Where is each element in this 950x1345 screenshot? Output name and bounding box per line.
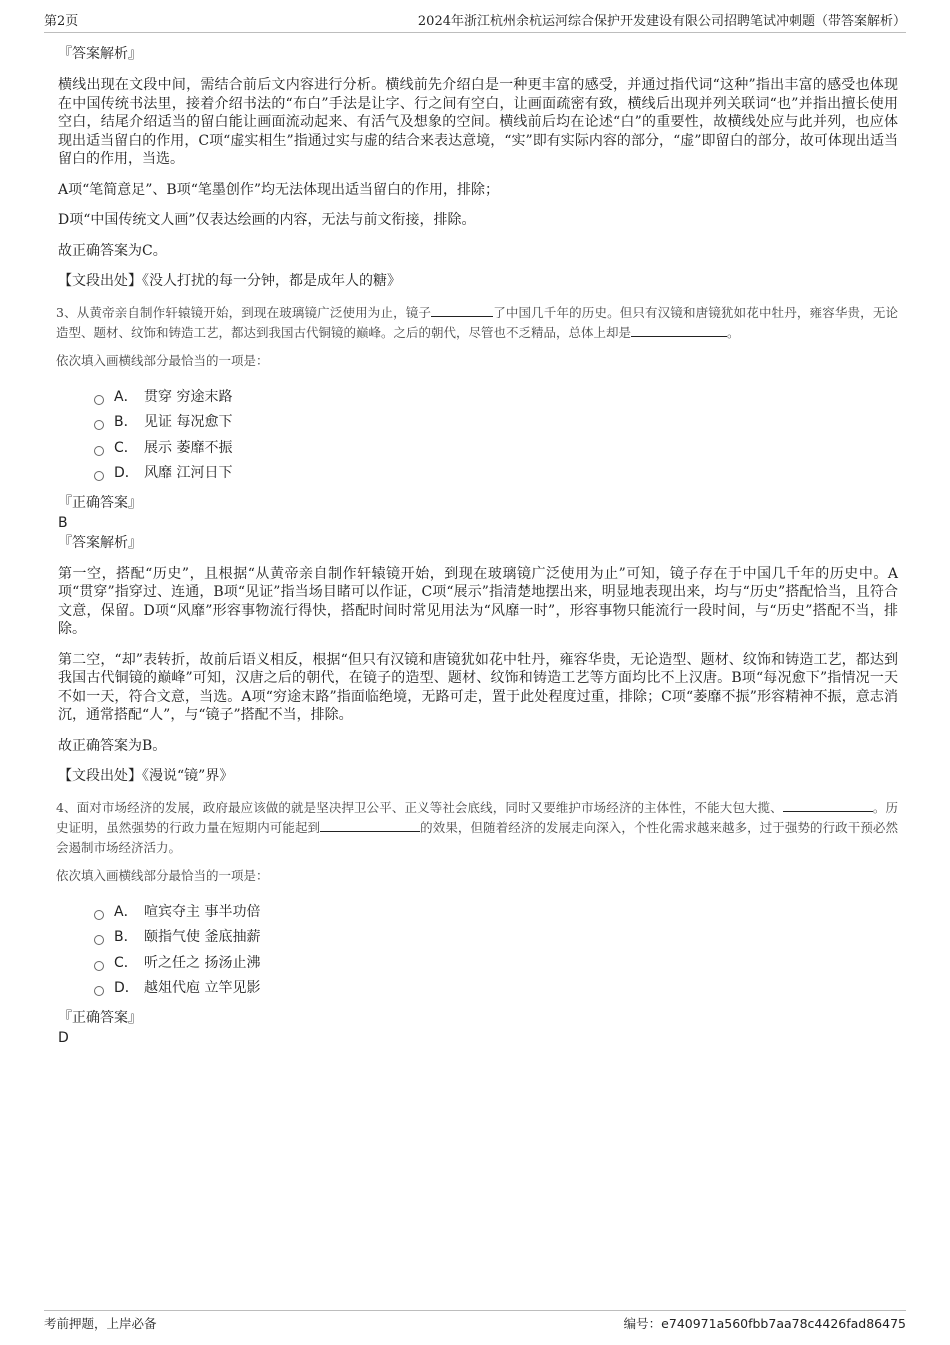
analysis-label: 『答案解析』 (58, 46, 142, 62)
page-header (44, 12, 906, 33)
radio-icon[interactable] (94, 446, 104, 456)
radio-icon[interactable] (94, 935, 104, 945)
correct-answer-label: 『正确答案』 (58, 1009, 142, 1026)
option-a[interactable]: A． 喧宾夺主 事半功倍 (94, 900, 898, 926)
analysis-paragraph: A项“笔简意足”、B项“笔墨创作”均无法体现出适当留白的作用，排除； (58, 181, 500, 198)
answer-blank (631, 324, 727, 337)
radio-icon[interactable] (94, 986, 104, 996)
analysis-conclusion: 故正确答案为B。 (58, 737, 167, 754)
radio-icon[interactable] (94, 961, 104, 971)
radio-icon[interactable] (94, 395, 104, 405)
option-c[interactable]: C． 听之任之 扬汤止沸 (94, 951, 898, 977)
answer-blank (783, 799, 873, 812)
question-4-text: 4、面对市场经济的发展，政府最应该做的就是坚决捍卫公平、正义等社会底线，同时又要维护市场经济的主体性，不能大包大揽、 。历史证明，虽然强势的行政力量在短期内可能起到 的效果，但随着经济的发展走向深入，个性化需求越来越多，过于强势的行政干预必然会遏制市场经济活力。 (56, 799, 898, 855)
option-c[interactable]: C． 展示 萎靡不振 (94, 436, 898, 462)
document-body (56, 44, 898, 1048)
source-citation: 【文段出处】《漫说“镜”界》 (58, 768, 234, 784)
radio-icon[interactable] (94, 471, 104, 481)
page-number: 第2页 (44, 14, 79, 29)
document-title: 2024年浙江杭州余杭运河综合保护开发建设有限公司招聘笔试冲刺题（带答案解析） (417, 14, 906, 29)
option-d[interactable]: D． 越俎代庖 立竿见影 (94, 976, 898, 1002)
analysis-paragraph: 第一空，搭配“历史”，且根据“从黄帝亲自制作轩辕镜开始，到现在玻璃镜广泛使用为止”可知，镜子存在于中国几千年的历史中。A项“贯穿”指穿过、连通，B项“见证”指当场目睹可以作证，C项“展示”指清楚地摆出来，明显地表现出来，均与“历史”搭配恰当，且符合文意，保留。D项“风靡”形容事物流行得快，搭配时间时常见用法为“风靡一时”，形容事物只能流行一段时间，与“历史”搭配不当，排除。 (58, 565, 898, 637)
document-code: 编号：e740971a560fbb7aa78c4426fad86475 (623, 1316, 906, 1331)
question-instruction: 依次填入画横线部分最恰当的一项是： (56, 867, 269, 883)
page-footer (44, 1310, 906, 1333)
source-citation: 【文段出处】《没人打扰的每一分钟，都是成年人的糖》 (58, 273, 401, 289)
radio-icon[interactable] (94, 420, 104, 430)
option-a[interactable]: A． 贯穿 穷途末路 (94, 385, 898, 411)
analysis-paragraph: D项“中国传统文人画”仅表达绘画的内容，无法与前文衔接，排除。 (58, 212, 476, 228)
analysis-paragraph: 横线出现在文段中间，需结合前后文内容进行分析。横线前先介绍白是一种更丰富的感受，并通过指代词“这种”指出丰富的感受也体现在中国传统书法里，接着介绍书法的“布白”手法是让字、行之间有空白，让画面疏密有致，横线后出现并列关联词“也”并指出擅长使用空白，结尾介绍适当的留白能让画面流动起来、有活气及想象的空间。横线前后均在论述“白”的重要性，故横线处应与此并列，也应体现出适当留白的作用，C项“虚实相生”指通过实与虚的结合来表达意境，“实”即有实际内容的部分，“虚”即留白的部分，故可体现出适当留白的作用，当选。 (58, 77, 898, 167)
option-b[interactable]: B． 见证 每况愈下 (94, 410, 898, 436)
correct-answer-label: 『正确答案』 (58, 494, 142, 511)
answer-blank (431, 304, 493, 317)
question-3-text: 3、从黄帝亲自制作轩辕镜开始，到现在玻璃镜广泛使用为止，镜子 了中国几千年的历史。但只有汉镜和唐镜犹如花中牡丹，雍容华贵，无论造型、题材、纹饰和铸造工艺，都达到我国古代铜镜的巅峰。之后的朝代，尽管也不乏精品，总体上却是 。 (56, 304, 898, 340)
footer-slogan: 考前押题，上岸必备 (44, 1316, 157, 1331)
option-d[interactable]: D． 风靡 江河日下 (94, 461, 898, 487)
answer-blank (320, 819, 420, 832)
analysis-paragraph: 第二空，“却”表转折，故前后语义相反，根据“但只有汉镜和唐镜犹如花中牡丹，雍容华贵，无论造型、题材、纹饰和铸造工艺，都达到我国古代铜镜的巅峰”可知，汉唐之后的朝代，在镜子的造型、题材、纹饰和铸造工艺等方面均比不上汉唐。B项“每况愈下”指情况一天不如一天，符合文意，当选。A项“穷途末路”指面临绝境，无路可走，置于此处程度过重，排除；C项“萎靡不振”形容精神不振，意志消沉，通常搭配“人”，与“镜子”搭配不当，排除。 (58, 651, 898, 723)
analysis-label: 『答案解析』 (58, 534, 142, 551)
correct-answer: D (58, 1029, 69, 1046)
question-4-options (94, 900, 898, 1002)
correct-answer: B (58, 514, 68, 531)
question-instruction: 依次填入画横线部分最恰当的一项是： (56, 352, 269, 368)
radio-icon[interactable] (94, 910, 104, 920)
question-3-options (94, 385, 898, 487)
option-b[interactable]: B． 颐指气使 釜底抽薪 (94, 925, 898, 951)
analysis-conclusion: 故正确答案为C。 (58, 242, 167, 259)
